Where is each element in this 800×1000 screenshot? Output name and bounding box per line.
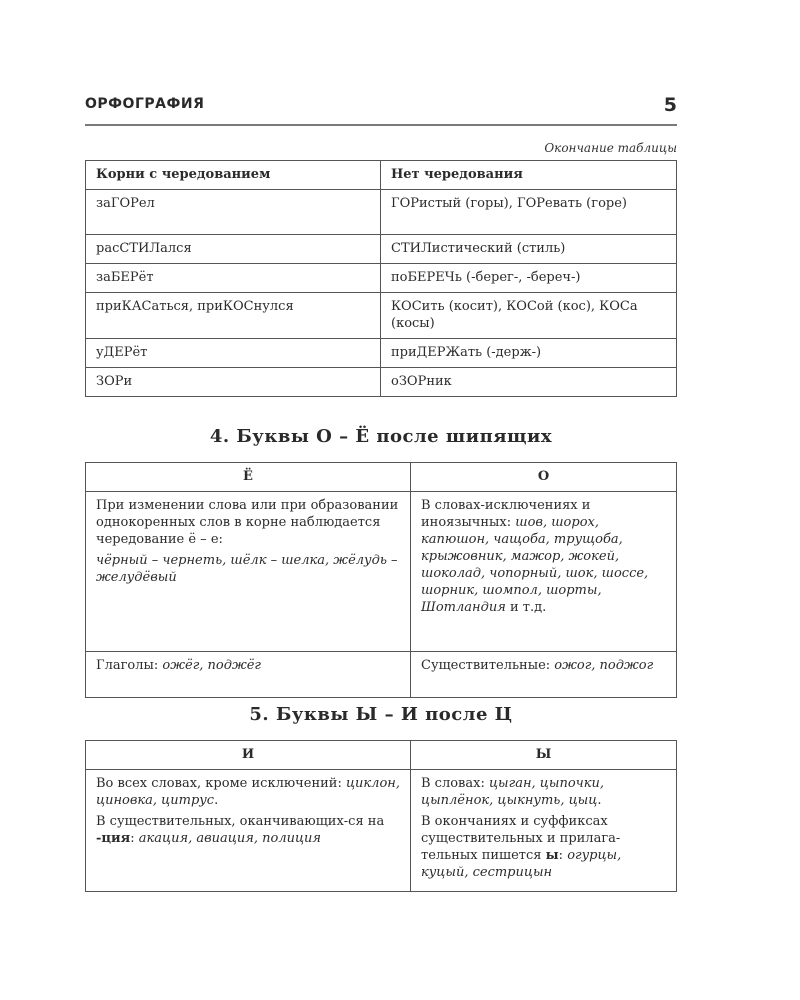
table-row bbox=[86, 264, 677, 293]
table-row bbox=[86, 190, 677, 235]
table-header-row bbox=[86, 463, 677, 492]
column-header-no-alternation: Нет чередования bbox=[381, 161, 677, 190]
column-header-y: Ы bbox=[411, 741, 677, 770]
column-header-alternating: Корни с чередованием bbox=[86, 161, 381, 190]
table-row bbox=[86, 339, 677, 368]
table-cell: заБЕРёт bbox=[86, 264, 381, 293]
examples: чёрный – чернеть, шёлк – шелка, жёлудь – желудёвый bbox=[96, 553, 398, 585]
table-cell: ГОРистый (горы), ГОРевать (горе) bbox=[381, 190, 677, 235]
alternating-roots-table bbox=[85, 160, 677, 397]
page-number: 5 bbox=[663, 94, 677, 116]
table-cell bbox=[411, 652, 677, 698]
punctuation: : bbox=[130, 831, 135, 846]
rule-text: При изменении слова или при образовании однокоренных слов в корне наблюдается чередование ё – е: bbox=[96, 498, 399, 547]
punctuation: . bbox=[214, 793, 219, 808]
table-cell bbox=[86, 652, 411, 698]
section-title-o-yo: 4. Буквы О – Ё после шипящих bbox=[209, 426, 553, 447]
table-row bbox=[86, 492, 677, 652]
rule-text: В словах: bbox=[421, 776, 485, 791]
table-cell: приКАСаться, приКОСнулся bbox=[86, 293, 381, 339]
o-yo-table bbox=[85, 462, 677, 698]
rule-text: В существительных, оканчивающих-ся на bbox=[96, 814, 385, 829]
examples: циклон, циновка, цитрус bbox=[96, 776, 400, 808]
letter-highlight: ы bbox=[545, 848, 559, 863]
page-header bbox=[85, 92, 677, 126]
suffix-text: и т.д. bbox=[509, 600, 547, 615]
column-header-i: И bbox=[86, 741, 411, 770]
table-cell: СТИЛистический (стиль) bbox=[381, 235, 677, 264]
column-header-yo: Ё bbox=[86, 463, 411, 492]
table-header-row bbox=[86, 161, 677, 190]
table-row bbox=[86, 368, 677, 397]
table-cell: поБЕРЕЧь (-берег-, -береч-) bbox=[381, 264, 677, 293]
table-cell: уДЕРёт bbox=[86, 339, 381, 368]
section-title-y-i: 5. Буквы Ы – И после Ц bbox=[249, 704, 513, 725]
table-cell: оЗОРник bbox=[381, 368, 677, 397]
table-header-row bbox=[86, 741, 677, 770]
examples: акация, авиация, полиция bbox=[138, 831, 322, 846]
punctuation: : bbox=[558, 848, 564, 863]
punctuation: . bbox=[597, 793, 602, 808]
table-cell bbox=[411, 770, 677, 892]
table-row bbox=[86, 293, 677, 339]
table-row bbox=[86, 652, 677, 698]
examples: цыган, цыпочки, цыплёнок, цыкнуть, цыц bbox=[421, 776, 605, 808]
table-cell: приДЕРЖать (-держ-) bbox=[381, 339, 677, 368]
rule-text: В окончаниях и суффиксах существительных и прилага-тельных пишется bbox=[421, 814, 621, 863]
suffix-highlight: -ция bbox=[96, 831, 131, 846]
examples: шов, шорох, капюшон, чащоба, трущоба, крыжовник, мажор, жокей, шоколад, чопорный, шок, шоссе, шорник, шомпол, шорты, Шотландия bbox=[421, 515, 649, 615]
examples: огурцы, куцый, сестрицын bbox=[421, 848, 622, 880]
examples: ожог, поджог bbox=[554, 658, 654, 673]
rule-label: Существительные: bbox=[421, 658, 551, 673]
rule-label: Глаголы: bbox=[96, 658, 159, 673]
column-header-o: О bbox=[411, 463, 677, 492]
table-cell: расСТИЛался bbox=[86, 235, 381, 264]
table-cell bbox=[411, 492, 677, 652]
rule-text: В словах-исключениях и иноязычных: bbox=[421, 498, 591, 530]
examples: ожёг, поджёг bbox=[162, 658, 262, 673]
table-cell: КОСить (косит), КОСой (кос), КОСа (косы) bbox=[381, 293, 677, 339]
table-cell: заГОРел bbox=[86, 190, 381, 235]
table-row bbox=[86, 770, 677, 892]
table-cell bbox=[86, 492, 411, 652]
rule-text: Во всех словах, кроме исключений: bbox=[96, 776, 342, 791]
table-cell bbox=[86, 770, 411, 892]
y-i-table bbox=[85, 740, 677, 892]
table-row bbox=[86, 235, 677, 264]
running-title: ОРФОГРАФИЯ bbox=[85, 96, 205, 112]
table-cell: ЗОРи bbox=[86, 368, 381, 397]
table-caption: Окончание таблицы bbox=[544, 141, 677, 155]
